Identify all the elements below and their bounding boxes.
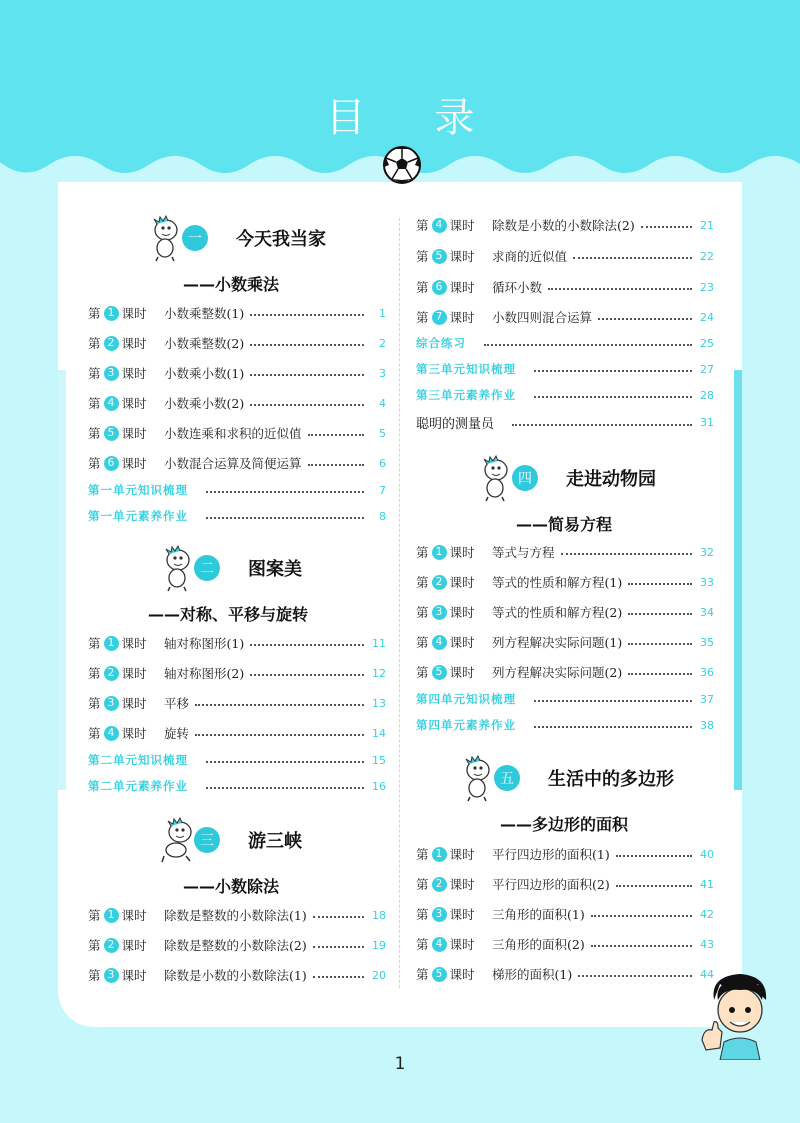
toc-row-u2-l3[interactable]: 第 3 课时 平移 13 [88, 696, 386, 711]
toc-row-u3-l1[interactable]: 第 1 课时 除数是整数的小数除法(1) 18 [88, 908, 386, 923]
toc-row-u1-homework[interactable]: 第一单元素养作业 8 [88, 509, 386, 523]
unit-1-badge: 一 [182, 225, 208, 251]
toc-row-u1-l6[interactable]: 第 6 课时 小数混合运算及简便运算 6 [88, 456, 386, 471]
unit-4-header [478, 454, 656, 502]
toc-row-u4-l1[interactable]: 第 1 课时 等式与方程 32 [416, 545, 714, 560]
toc-row-u3-l3[interactable]: 第 3 课时 除数是小数的小数除法(1) 20 [88, 968, 386, 983]
toc-row-u1-l3[interactable]: 第 3 课时 小数乘小数(1) 3 [88, 366, 386, 381]
toc-row-u1-l1[interactable]: 第 1 课时 小数乘整数(1) 1 [88, 306, 386, 321]
toc-row-u1-l4[interactable]: 第 4 课时 小数乘小数(2) 4 [88, 396, 386, 411]
toc-row-u5-l1[interactable]: 第 1 课时 平行四边形的面积(1) 40 [416, 847, 714, 862]
unit-3-subtitle: ——小数除法 [183, 877, 280, 896]
unit-5-header [460, 754, 674, 802]
side-stripe-left [58, 370, 66, 790]
dinosaur-mascot-icon [160, 544, 198, 592]
toc-row-u3-l4[interactable]: 第 4 课时 除数是小数的小数除法(2) 21 [416, 218, 714, 233]
unit-4-subtitle: ——简易方程 [516, 515, 613, 534]
toc-row-u3-l6[interactable]: 第 6 课时 循环小数 23 [416, 280, 714, 295]
unit-3-badge: 三 [194, 827, 220, 853]
unit-4-badge: 四 [512, 465, 538, 491]
dinosaur-mascot-icon [478, 454, 516, 502]
page-number: 1 [394, 1054, 406, 1074]
unit-1-header [148, 214, 326, 262]
toc-row-u4-l2[interactable]: 第 2 课时 等式的性质和解方程(1) 33 [416, 575, 714, 590]
unit-5-subtitle: ——多边形的面积 [500, 815, 629, 834]
unit-1-title: 今天我当家 [236, 229, 326, 250]
toc-row-u5-l4[interactable]: 第 4 课时 三角形的面积(2) 43 [416, 937, 714, 952]
column-divider [399, 218, 400, 988]
toc-row-u2-l4[interactable]: 第 4 课时 旋转 14 [88, 726, 386, 741]
toc-row-u5-l3[interactable]: 第 3 课时 三角形的面积(1) 42 [416, 907, 714, 922]
toc-row-u1-review[interactable]: 第一单元知识梳理 7 [88, 483, 386, 497]
unit-2-subtitle: ——对称、平移与旋转 [148, 605, 309, 624]
toc-row-u4-homework[interactable]: 第四单元素养作业 38 [416, 718, 714, 732]
toc-row-u4-l3[interactable]: 第 3 课时 等式的性质和解方程(2) 34 [416, 605, 714, 620]
side-stripe-right [734, 370, 742, 790]
page-title: 目 录 [325, 95, 503, 141]
unit-3-header [160, 816, 302, 864]
dinosaur-mascot-icon [460, 754, 498, 802]
soccer-ball-icon [382, 145, 422, 185]
toc-row-u2-l1[interactable]: 第 1 课时 轴对称图形(1) 11 [88, 636, 386, 651]
toc-row-u5-l2[interactable]: 第 2 课时 平行四边形的面积(2) 41 [416, 877, 714, 892]
toc-row-u4-l5[interactable]: 第 5 课时 列方程解决实际问题(2) 36 [416, 665, 714, 680]
boy-thumbs-up-icon [700, 970, 780, 1060]
toc-row-u3-practice[interactable]: 综合练习 25 [416, 336, 714, 350]
toc-row-u3-l2[interactable]: 第 2 课时 除数是整数的小数除法(2) 19 [88, 938, 386, 953]
toc-row-u1-l5[interactable]: 第 5 课时 小数连乘和求积的近似值 5 [88, 426, 386, 441]
toc-row-u2-review[interactable]: 第二单元知识梳理 15 [88, 753, 386, 767]
toc-row-u3-l5[interactable]: 第 5 课时 求商的近似值 22 [416, 249, 714, 264]
toc-row-u5-l5[interactable]: 第 5 课时 梯形的面积(1) 44 [416, 967, 714, 982]
toc-row-u3-homework[interactable]: 第三单元素养作业 28 [416, 388, 714, 402]
toc-row-u1-l2[interactable]: 第 2 课时 小数乘整数(2) 2 [88, 336, 386, 351]
unit-1-subtitle: ——小数乘法 [183, 275, 280, 294]
unit-5-badge: 五 [494, 765, 520, 791]
toc-row-u3-review[interactable]: 第三单元知识梳理 27 [416, 362, 714, 376]
dinosaur-mascot-icon [148, 214, 186, 262]
toc-row-u4-l4[interactable]: 第 4 课时 列方程解决实际问题(1) 35 [416, 635, 714, 650]
unit-4-title: 走进动物园 [566, 469, 656, 490]
unit-5-title: 生活中的多边形 [548, 769, 674, 790]
toc-row-u4-review[interactable]: 第四单元知识梳理 37 [416, 692, 714, 706]
toc-row-u3-l7[interactable]: 第 7 课时 小数四则混合运算 24 [416, 310, 714, 325]
unit-2-badge: 二 [194, 555, 220, 581]
unit-2-header [160, 544, 302, 592]
toc-row-u2-l2[interactable]: 第 2 课时 轴对称图形(2) 12 [88, 666, 386, 681]
dinosaur-mascot-icon [160, 816, 198, 864]
unit-2-title: 图案美 [248, 559, 302, 580]
toc-row-extra-activity[interactable]: 聪明的测量员 31 [416, 416, 714, 432]
toc-row-u2-homework[interactable]: 第二单元素养作业 16 [88, 779, 386, 793]
unit-3-title: 游三峡 [248, 831, 302, 852]
